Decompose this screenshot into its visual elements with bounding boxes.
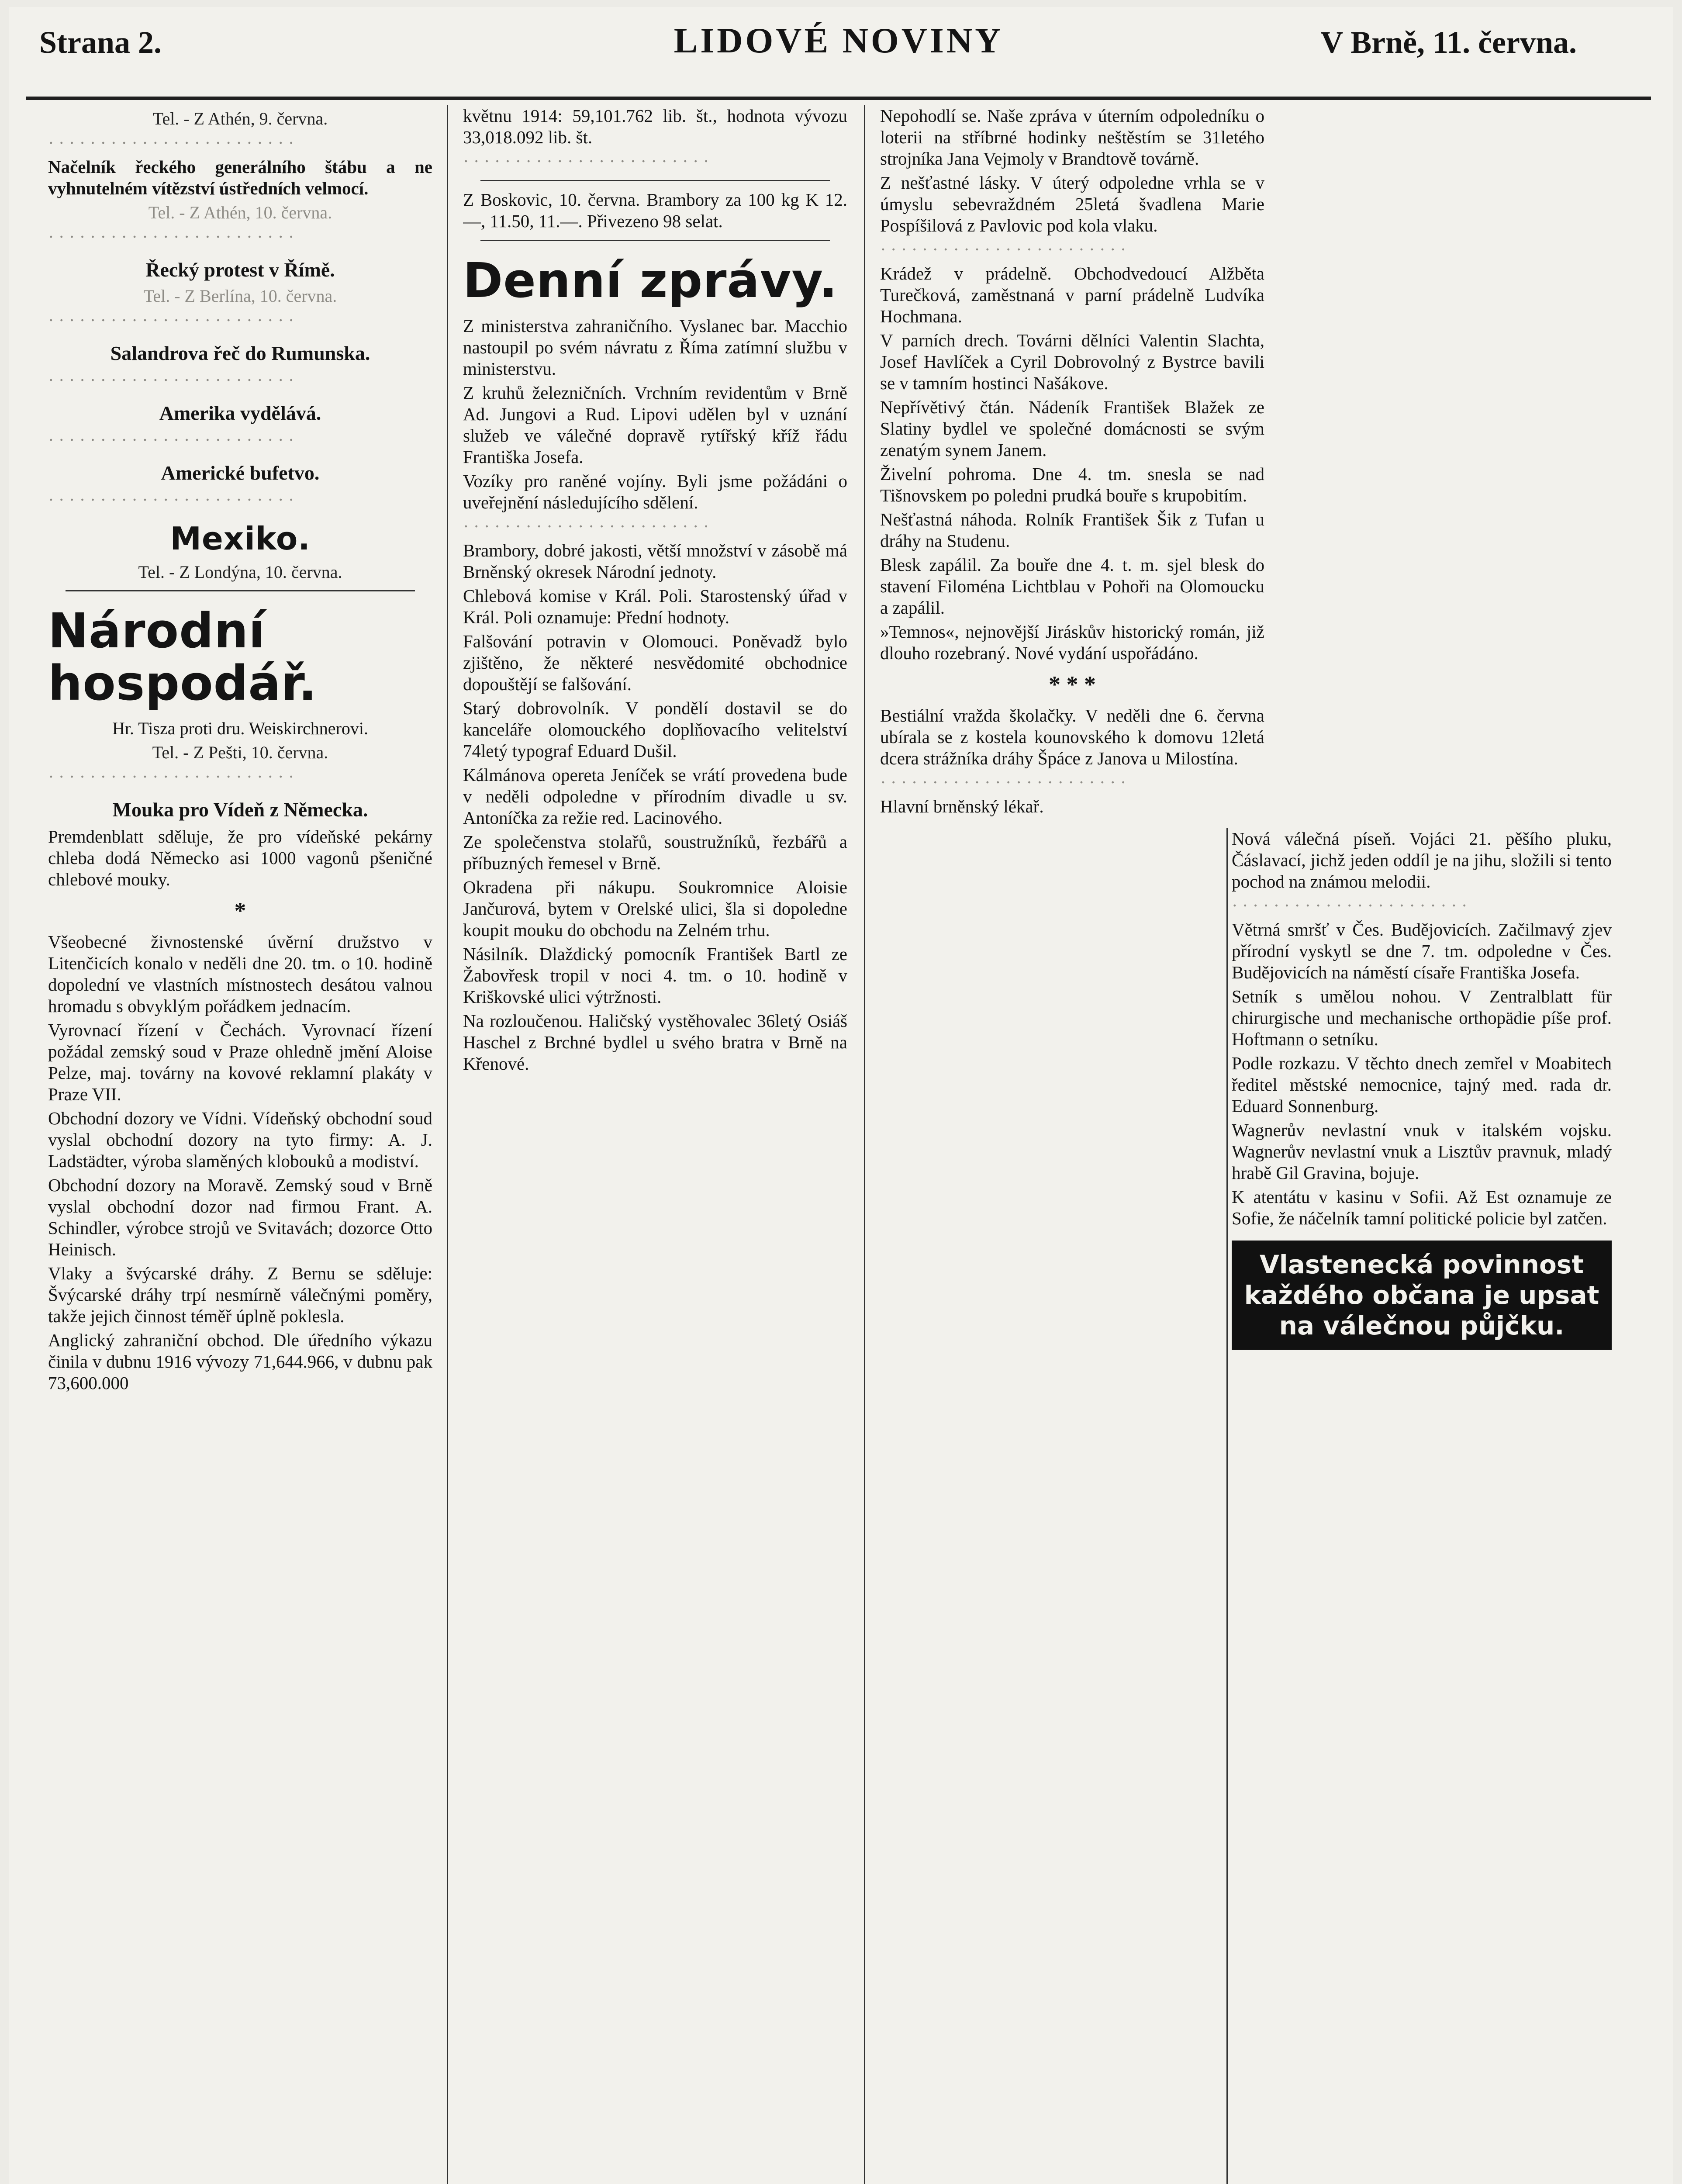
separator-stars: * * * <box>1049 671 1096 698</box>
article-text: Ze společenstva stolařů, soustružníků, řezbářů a příbuzných řemesel v Brně. <box>463 832 847 873</box>
article-text: Obchodní dozory na Moravě. Zemský soud v Brně vyslal obchodní dozor nad firmou Frant. A. Schindler, výrobce strojů ve Svitavách; dozorce Otto Heinisch. <box>48 1175 432 1259</box>
separator <box>480 180 830 181</box>
article-text: Podle rozkazu. V těchto dnech zemřel v Moabitech ředitel městské nemocnice, tajný med. rada dr. Eduard Sonnenburg. <box>1232 1053 1612 1116</box>
article-text: Násilník. Dlaždický pomocník František Bartl ze Žabovřesk tropil v noci 4. tm. o 10. hodině v Kriškovské ulici výtržnosti. <box>463 944 847 1007</box>
article-text: Vozíky pro raněné vojíny. Byli jsme požádáni o uveřejnění následujícího sdělení. <box>463 471 847 512</box>
column-divider <box>447 105 448 2184</box>
article-heading: Řecký protest v Římě. <box>145 259 335 281</box>
article-text: Hlavní brněnský lékař. <box>880 796 1044 816</box>
article-text: · · · · · · · · · · · · · · · · · · · · · · · · <box>48 227 294 247</box>
article-text: Z Boskovic, 10. června. Brambory za 100 kg K 12.—, 11.50, 11.—. Přivezeno 98 selat. <box>463 190 847 231</box>
article-text: · · · · · · · · · · · · · · · · · · · · · · · · <box>48 133 294 153</box>
article-text: Nešťastná náhoda. Rolník František Šik z Tufan u dráhy na Studenu. <box>880 509 1264 551</box>
page-number: Strana 2. <box>39 25 162 60</box>
article-text: Na rozloučenou. Haličský vystěhovalec 36letý Osiáš Haschel z Brchné bydlel u svého bratra v Brně na Křenové. <box>463 1011 847 1074</box>
article-text: Starý dobrovolník. V pondělí dostavil se do kanceláře olomouckého doplňovacího velitelství 74letý typograf Eduard Dušil. <box>463 698 847 761</box>
article-heading: Amerika vydělává. <box>159 402 321 424</box>
article-heading: Americké bufetvo. <box>161 462 320 484</box>
article-text: Okradena při nákupu. Soukromnice Aloisie Jančurová, bytem v Orelské ulici, šla si dopoledne koupit mouku do obchodu na Zelném trhu. <box>463 877 847 940</box>
article-text: Vyrovnací řízení v Čechách. Vyrovnací řízení požádal zemský soud v Praze ohledně jmění Aloise Pelze, maj. továrny na kovové reklamní plakáty v Praze VII. <box>48 1020 432 1104</box>
article-text: · · · · · · · · · · · · · · · · · · · · · · · · <box>463 151 709 171</box>
article-text: Z ministerstva zahraničního. Vyslanec bar. Macchio nastoupil po svém návratu z Říma zatímní službu v ministerstvu. <box>463 316 847 379</box>
article-text: Kálmánova opereta Jeníček se vrátí provedena bude v neděli odpoledne v přírodním divadle u sv. Antoníčka za režie red. Lacinového. <box>463 765 847 828</box>
column-1 <box>48 105 432 2184</box>
article-text: Wagnerův nevlastní vnuk v italském vojsku. Wagnerův nevlastní vnuk a Lisztův pravnuk, mladý hrabě Gil Gravina, bojuje. <box>1232 1120 1612 1183</box>
article-text: Setník s umělou nohou. V Zentralblatt für chirurgische und mechanische orthopädie píše prof. Hoftmann o setníku. <box>1232 986 1612 1049</box>
dateline: Tel. - Z Berlína, 10. června. <box>143 286 337 306</box>
article-text: Anglický zahraniční obchod. Dle úředního výkazu činila v dubnu 1916 vývozy 71,644.966, v dubnu pak 73,600.000 <box>48 1330 432 1393</box>
article-heading: Mouka pro Vídeň z Německa. <box>112 798 368 821</box>
column-divider <box>864 105 865 2184</box>
column-2 <box>463 105 847 2184</box>
article-text: · · · · · · · · · · · · · · · · · · · · · · · · <box>463 516 709 536</box>
article-text: Premdenblatt sděluje, že pro vídeňské pekárny chleba dodá Německo asi 1000 vagonů pšeničné chlebové mouky. <box>48 826 432 889</box>
section-heading-denni-zpravy: Denní zprávy. <box>463 252 838 308</box>
masthead <box>39 21 1577 90</box>
article-text: Falšování potravin v Olomouci. Poněvadž bylo zjištěno, že některé nesvědomité obchodnice dopouštějí se falšování. <box>463 631 847 694</box>
article-text: · · · · · · · · · · · · · · · · · · · · · · · · <box>48 310 294 330</box>
article-text: »Temnos«, nejnovější Jiráskův historický román, již dlouho rozebraný. Nové vydání uspořádáno. <box>880 622 1264 663</box>
article-heading: Salandrova řeč do Rumunska. <box>110 342 370 364</box>
dateline: Tel. - Z Londýna, 10. června. <box>138 562 342 582</box>
article-text: Nepohodlí se. Naše zpráva v úterním odpoledníku o loterii na stříbrné hodinky neštěstím se 31letého strojníka Jana Vejmoly v Brandtově továrně. <box>880 106 1264 169</box>
separator <box>66 590 415 591</box>
section-heading-mexico: Mexiko. <box>170 520 311 557</box>
article-text: · · · · · · · · · · · · · · · · · · · · · · · · <box>48 370 294 390</box>
article-text: Obchodní dozory ve Vídni. Vídeňský obchodní soud vyslal obchodní dozory na tyto firmy: A. J. Ladstädter, výroba slaměných klobouků a modiství. <box>48 1108 432 1171</box>
column-3 <box>880 105 1264 2184</box>
article-text: Krádež v prádelně. Obchodvedoucí Alžběta Turečková, zaměstnaná v parní prádelně Ludvíka Hochmana. <box>880 263 1264 326</box>
article-text: květnu 1914: 59,101.762 lib. št., hodnota vývozu 33,018.092 lib. št. <box>463 106 847 147</box>
article-text: Z nešťastné lásky. V úterý odpoledne vrhla se v úmyslu sebevraždném 25letá švadlena Marie Pospíšilová z Pavlovic pod kola vlaku. <box>880 173 1264 235</box>
article-text: Všeobecné živnostenské úvěrní družstvo v Litenčicích konalo v neděli dne 20. tm. o 10. hodině dopolední ve vlastních místnostech desátou valnou hromadu s obvyklým pořádkem jednacím. <box>48 932 432 1016</box>
article-heading: Hr. Tisza proti dru. Weiskirchnerovi. <box>112 719 368 738</box>
dateline: Tel. - Z Pešti, 10. června. <box>152 743 328 762</box>
article-text: · · · · · · · · · · · · · · · · · · · · · · · · <box>48 490 294 510</box>
newspaper-title: LIDOVÉ NOVINY <box>673 21 1004 60</box>
article-text: · · · · · · · · · · · · · · · · · · · · · · · · <box>880 772 1126 792</box>
separator-star: * <box>234 898 246 924</box>
article-lead: Načelník řeckého generálního štábu a ne vyhnutelném vítězství ústředních velmocí. <box>48 157 432 198</box>
article-text: V parních drech. Továrni dělníci Valentin Slachta, Josef Havlíček a Cyril Dobrovolný z Bystrce bavili se v tamním hostinci Našákove. <box>880 330 1264 393</box>
article-text: Živelní pohroma. Dne 4. tm. snesla se nad Tišnovskem po poledni prudká bouře s krupobitím. <box>880 464 1264 505</box>
article-text: Chlebová komise v Král. Poli. Starostenský úřad v Král. Poli oznamuje: Přední hodnoty. <box>463 586 847 627</box>
dateline: Tel. - Z Athén, 10. června. <box>148 203 332 222</box>
article-text: · · · · · · · · · · · · · · · · · · · · · · · · <box>48 430 294 450</box>
article-text: · · · · · · · · · · · · · · · · · · · · · · · <box>1232 895 1468 916</box>
separator <box>480 240 830 241</box>
place-date: V Brně, 11. června. <box>1320 25 1577 60</box>
article-text: Vlaky a švýcarské dráhy. Z Bernu se sděluje: Švýcarské dráhy trpí nesmírně válečnými poměry, takže jejich činnost téměř úplně poklesla. <box>48 1263 432 1326</box>
masthead-rule <box>26 97 1651 100</box>
dateline: Tel. - Z Athén, 9. června. <box>152 109 328 128</box>
section-heading-narodni-hospodar: Národní hospodář. <box>48 603 317 711</box>
article-text: Bestiální vražda školačky. V neděli dne 6. června ubírala se z kostela kounovského k domovu 12letá dcera strážníka dráhy Špáce z Janova u Milostína. <box>880 705 1264 768</box>
article-text: Větrná smršť v Čes. Budějovicích. Začilmavý zjev přírodní vyskytl se dne 7. tm. odpoledne v Čes. Budějovicích na náměstí císaře Františka Josefa. <box>1232 919 1612 982</box>
war-loan-box: Vlastenecká povinnost každého občana je upsat na válečnou půjčku. <box>1232 1241 1612 1350</box>
column-4 <box>1232 828 1612 2184</box>
article-text: Z kruhů železničních. Vrchním revidentům v Brně Ad. Jungovi a Rud. Lipovi udělen byl v uznání služeb ve válečné dopravě rytířský kříž řádu Františka Josefa. <box>463 383 847 467</box>
article-text: Nepřívětivý čtán. Nádeník František Blažek ze Slatiny bydlel ve společné domácnosti se svým zenatým synem Janem. <box>880 397 1264 460</box>
newspaper-page <box>9 7 1673 2184</box>
article-text: K atentátu v kasinu v Sofii. Až Est oznamuje ze Sofie, že náčelník tamní politické policie byl zatčen. <box>1232 1187 1612 1228</box>
article-text: Nová válečná píseň. Vojáci 21. pěšího pluku, Čáslavací, jichž jeden oddíl je na jihu, složili si tento pochod na známou melodii. <box>1232 829 1612 892</box>
article-text: Blesk zapálil. Za bouře dne 4. t. m. sjel blesk do stavení Filoména Lichtblau v Pohoři na Olomoucku a zapálil. <box>880 555 1264 618</box>
article-text: Brambory, dobré jakosti, větší množství v zásobě má Brněnský okresek Národní jednoty. <box>463 540 847 582</box>
article-text: · · · · · · · · · · · · · · · · · · · · · · · · <box>880 239 1126 259</box>
article-text: · · · · · · · · · · · · · · · · · · · · · · · · <box>48 767 294 787</box>
